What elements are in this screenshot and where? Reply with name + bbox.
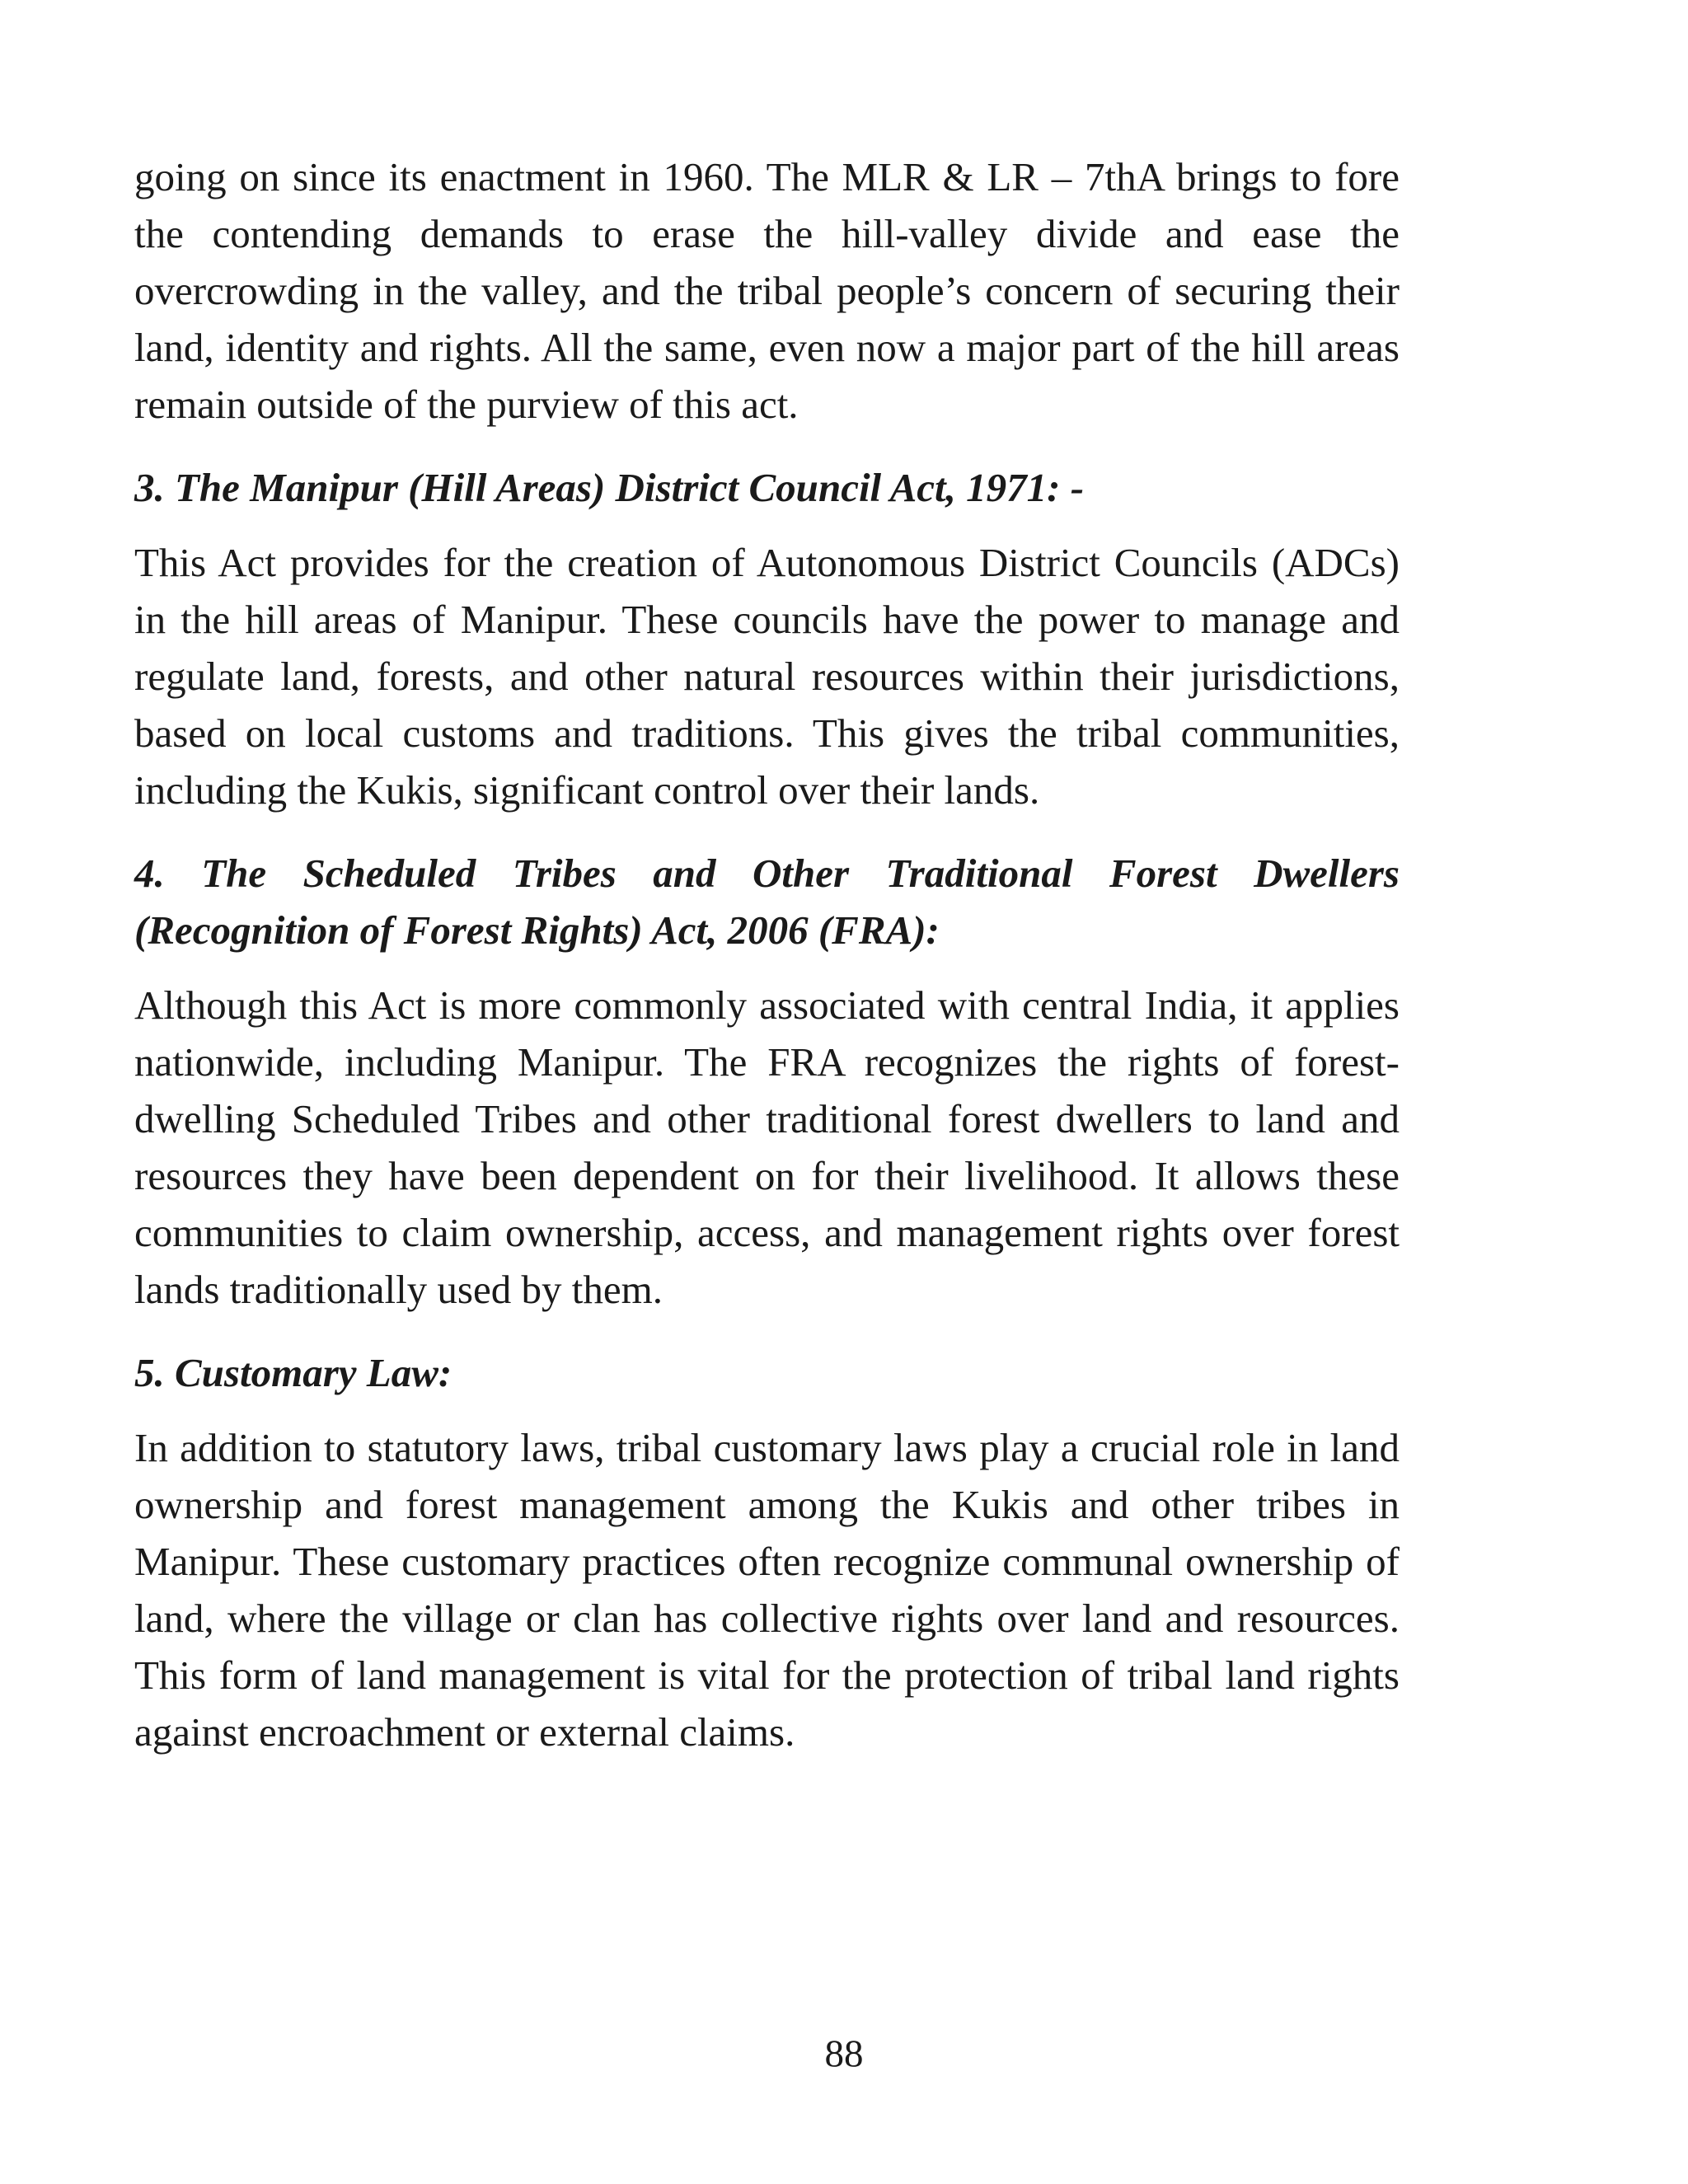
section-forest-rights-act: [134, 845, 1400, 1318]
section-paragraph: This Act provides for the creation of Autonomous District Councils (ADCs) in the hill areas of Manipur. These councils have the power to manage and regulate land, forests, and other natural resources within their jurisdictions, based on local customs and traditions. This gives the tribal communities, including the Kukis, significant control over their lands.: [134, 540, 1400, 813]
intro-paragraph: going on since its enactment in 1960. The MLR & LR – 7thA brings to fore the contending demands to erase the hill-valley divide and ease the overcrowding in the valley, and the tribal people’s concern of securing their land, identity and rights. All the same, even now a major part of the hill areas remain outside of the purview of this act.: [134, 154, 1400, 427]
section-paragraph: In addition to statutory laws, tribal customary laws play a crucial role in land ownership and forest management among the Kukis and other tribes in Manipur. These customary practices often recognize communal ownership of land, where the village or clan has collective rights over land and resources. This form of land management is vital for the protection of tribal land rights against encroachment or external claims.: [134, 1425, 1400, 1755]
section-heading: 4. The Scheduled Tribes and Other Traditional Forest Dwellers (Recognition of Forest Rights) Act, 2006 (FRA):: [134, 851, 1400, 953]
section-heading: 5. Customary Law:: [134, 1350, 452, 1395]
section-district-council-act: [134, 459, 1400, 818]
section-customary-law: [134, 1344, 1400, 1760]
page-number: 88: [824, 2032, 864, 2075]
section-paragraph: Although this Act is more commonly associated with central India, it applies nationwide, including Manipur. The FRA recognizes the rights of forest-dwelling Scheduled Tribes and other traditional forest dwellers to land and resources they have been dependent on for their livelihood. It allows these communities to claim ownership, access, and management rights over forest lands traditionally used by them.: [134, 982, 1400, 1312]
page-content: [134, 148, 1400, 1787]
section-heading: 3. The Manipur (Hill Areas) District Council Act, 1971: -: [134, 465, 1085, 510]
